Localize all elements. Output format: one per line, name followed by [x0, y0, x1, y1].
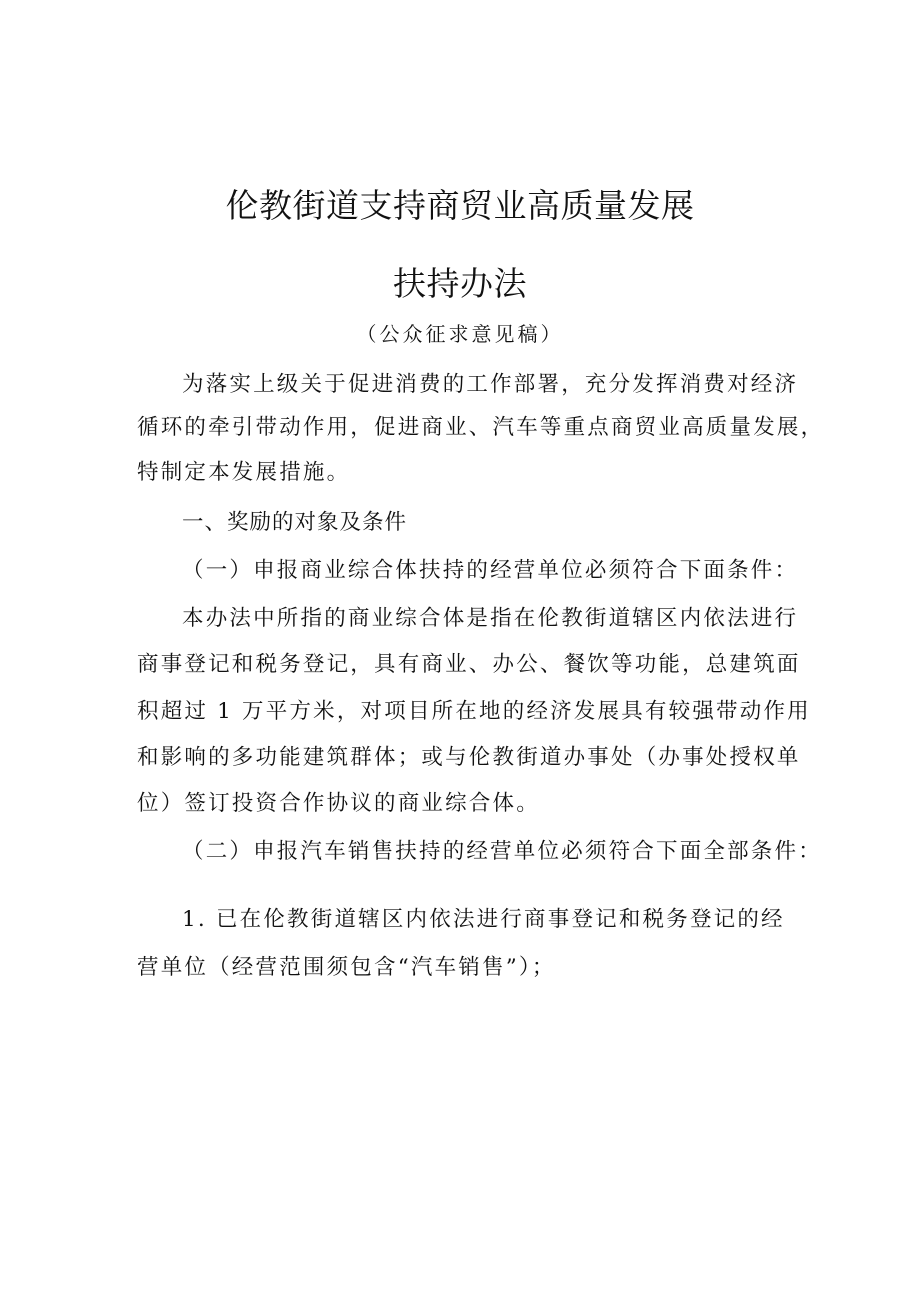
document-subtitle: （公众征求意见稿） [356, 322, 564, 346]
list-item-1-line-2: 营单位（经营范围须包含“汽车销售”）； [137, 955, 556, 980]
subsection-1-line-4: 和影响的多功能建筑群体；或与伦教街道办事处（办事处授权单 [137, 745, 801, 770]
subsection-1-line-5: 位）签订投资合作协议的商业综合体。 [137, 791, 540, 816]
subsection-heading-1: （一）申报商业综合体扶持的经营单位必须符合下面条件： [182, 558, 799, 583]
document-title-line-2: 扶持办法 [393, 264, 527, 303]
document-title-line-1: 伦教街道支持商贸业高质量发展 [225, 186, 695, 225]
subsection-heading-2: （二）申报汽车销售扶持的经营单位必须符合下面全部条件： [182, 839, 822, 864]
subsection-1-line-3: 积超过 1 万平方米，对项目所在地的经济发展具有较强带动作用 [137, 699, 811, 724]
intro-line-2: 循环的牵引带动作用，促进商业、汽车等重点商贸业高质量发展， [137, 415, 825, 440]
section-heading-1: 一、奖励的对象及条件 [182, 510, 408, 535]
subsection-1-line-2: 商事登记和税务登记，具有商业、办公、餐饮等功能，总建筑面 [137, 652, 801, 677]
intro-line-3: 特制定本发展措施。 [137, 460, 351, 485]
intro-line-1: 为落实上级关于促进消费的工作部署，充分发挥消费对经济 [182, 372, 799, 397]
subsection-1-line-1: 本办法中所指的商业综合体是指在伦教街道辖区内依法进行 [182, 606, 799, 631]
list-item-1-line-1: 1. 已在伦教街道辖区内依法进行商事登记和税务登记的经 [182, 907, 785, 932]
